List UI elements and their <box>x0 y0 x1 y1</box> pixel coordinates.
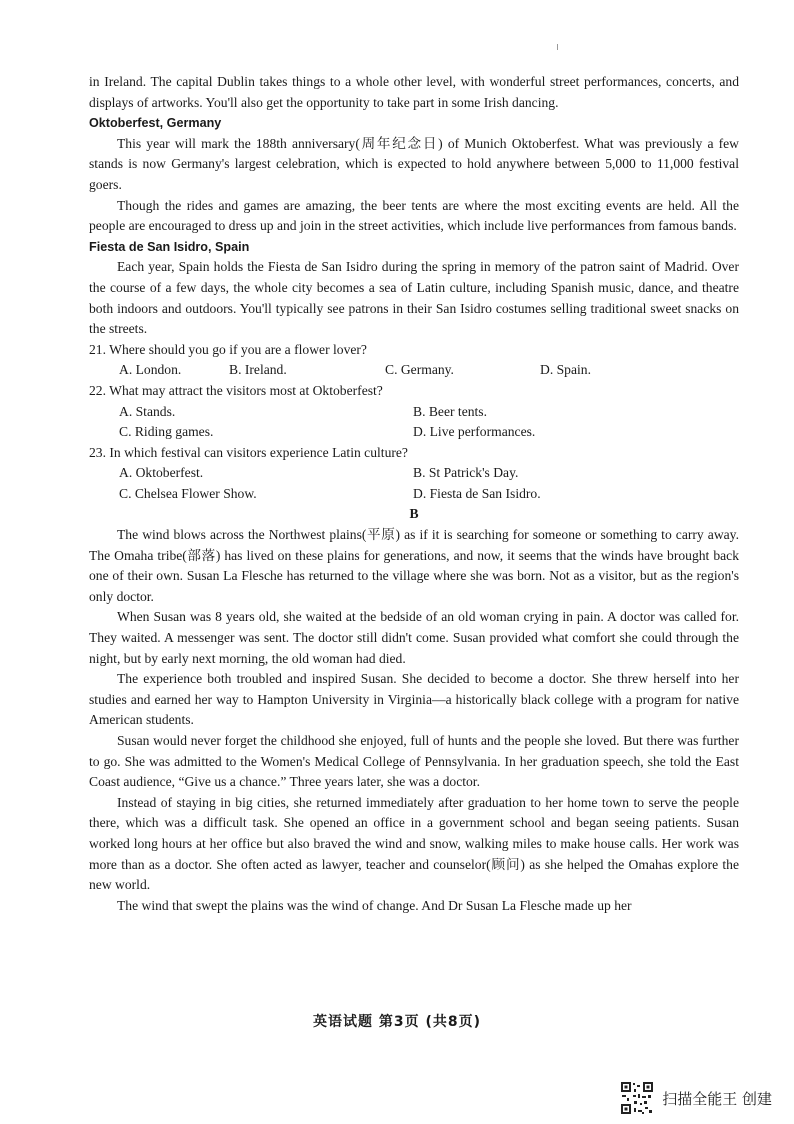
passage-b-paragraph-5: Instead of staying in big cities, she returned immediately after graduation to her home town to serve the people there, which was a difficult task. She opened an office in a government school and began seeing patients. Susan worked long hours at her office but also braved the wind and snow, walking miles to make house calls. Her work was more than as a doctor. She often acted as lawyer, teacher and counselor(顾问) as she helped the Omahas explore the new world. <box>89 794 739 893</box>
fiesta-heading: Fiesta de San Isidro, Spain <box>89 239 250 254</box>
passage-b-paragraph-4: Susan would never forget the childhood she enjoyed, full of hunts and the people she loved. But there was further to go. She was admitted to the Women's Medical College of Pennsylvania. In her graduation speech, she told the East Coast audience, “Give us a chance.” Three years later, she was a doctor. <box>89 733 739 790</box>
passage-b-paragraph-6: The wind that swept the plains was the wind of change. And Dr Susan La Flesche made up her <box>117 897 632 913</box>
options-row <box>89 402 739 423</box>
question-21 <box>89 340 739 381</box>
options-row <box>89 360 739 381</box>
question-stem: 21. Where should you go if you are a flower lover? <box>89 341 367 357</box>
question-23 <box>89 443 739 505</box>
watermark-text: 扫描全能王 创建 <box>662 1089 772 1108</box>
question-22 <box>89 381 739 443</box>
scan-mark <box>557 44 558 50</box>
options-row <box>89 422 739 443</box>
fiesta-paragraph: Each year, Spain holds the Fiesta de San Isidro during the spring in memory of the patron saint of Madrid. Over the course of a few days, the whole city becomes a sea of Latin culture, including Spanish music, dance, and theatre both indoors and outdoors. You'll typically see patrons in their San Isidro costumes selling traditional sweet snacks on the streets. <box>89 259 739 337</box>
option-c: C. Germany. <box>385 362 454 378</box>
passage-b-paragraph-3: The experience both troubled and inspired Susan. She decided to become a doctor. She threw herself into her studies and earned her way to Hampton University in Virginia—a historically black college with a program for native American students. <box>89 671 739 728</box>
option-d: D. Live performances. <box>413 424 536 440</box>
passage-b-paragraph-2: When Susan was 8 years old, she waited at the bedside of an old woman crying in pain. A doctor was called for. They waited. A messenger was sent. The doctor still didn't come. Susan provided what comfort she could through the night, but by early next morning, the old woman had died. <box>89 609 739 666</box>
intro-paragraph: in Ireland. The capital Dublin takes things to a whole other level, with wonderful street performances, concerts, and displays of artworks. You'll also get the opportunity to take part in some Irish dancing. <box>89 74 739 110</box>
question-stem: 23. In which festival can visitors experience Latin culture? <box>89 444 408 460</box>
option-c: C. Riding games. <box>119 424 214 440</box>
scanner-watermark <box>620 1081 772 1115</box>
section-b-label: B <box>409 506 419 522</box>
option-a: A. Oktoberfest. <box>119 465 204 481</box>
oktoberfest-paragraph-1: This year will mark the 188th anniversary(周年纪念日) of Munich Oktoberfest. What was previously a few stands is now Germany's largest celebration, which is expected to hold anywhere between 5,000 to 11,000 festival goers. <box>89 135 739 192</box>
option-b: B. St Patrick's Day. <box>413 465 519 481</box>
page-footer: 英语试题 第3页 (共8页) <box>312 1014 482 1030</box>
oktoberfest-heading: Oktoberfest, Germany <box>89 116 222 131</box>
question-stem: 22. What may attract the visitors most at Oktoberfest? <box>89 382 383 398</box>
option-b: B. Beer tents. <box>413 403 487 419</box>
options-row <box>89 463 739 484</box>
passage-b-paragraph-1: The wind blows across the Northwest plains(平原) as if it is searching for someone or something to carry away. The Omaha tribe(部落) has lived on these plains for generations, and now, it seems that the winds have brought back one of their own. Susan La Flesche has returned to the village where she was born. Not as a visitor, but as the region's only doctor. <box>89 527 739 604</box>
option-d: D. Spain. <box>540 362 591 378</box>
option-b: B. Ireland. <box>229 362 287 378</box>
qr-code-icon <box>620 1081 654 1115</box>
option-d: D. Fiesta de San Isidro. <box>413 485 541 501</box>
option-c: C. Chelsea Flower Show. <box>119 485 257 501</box>
oktoberfest-paragraph-2: Though the rides and games are amazing, the beer tents are where the most exciting events are held. All the people are encouraged to dress up and join in the street activities, which include live performances from famous bands. <box>89 197 739 234</box>
exam-page-body <box>89 72 739 916</box>
options-row <box>89 484 739 505</box>
option-a: A. Stands. <box>119 403 176 419</box>
option-a: A. London. <box>119 362 182 378</box>
